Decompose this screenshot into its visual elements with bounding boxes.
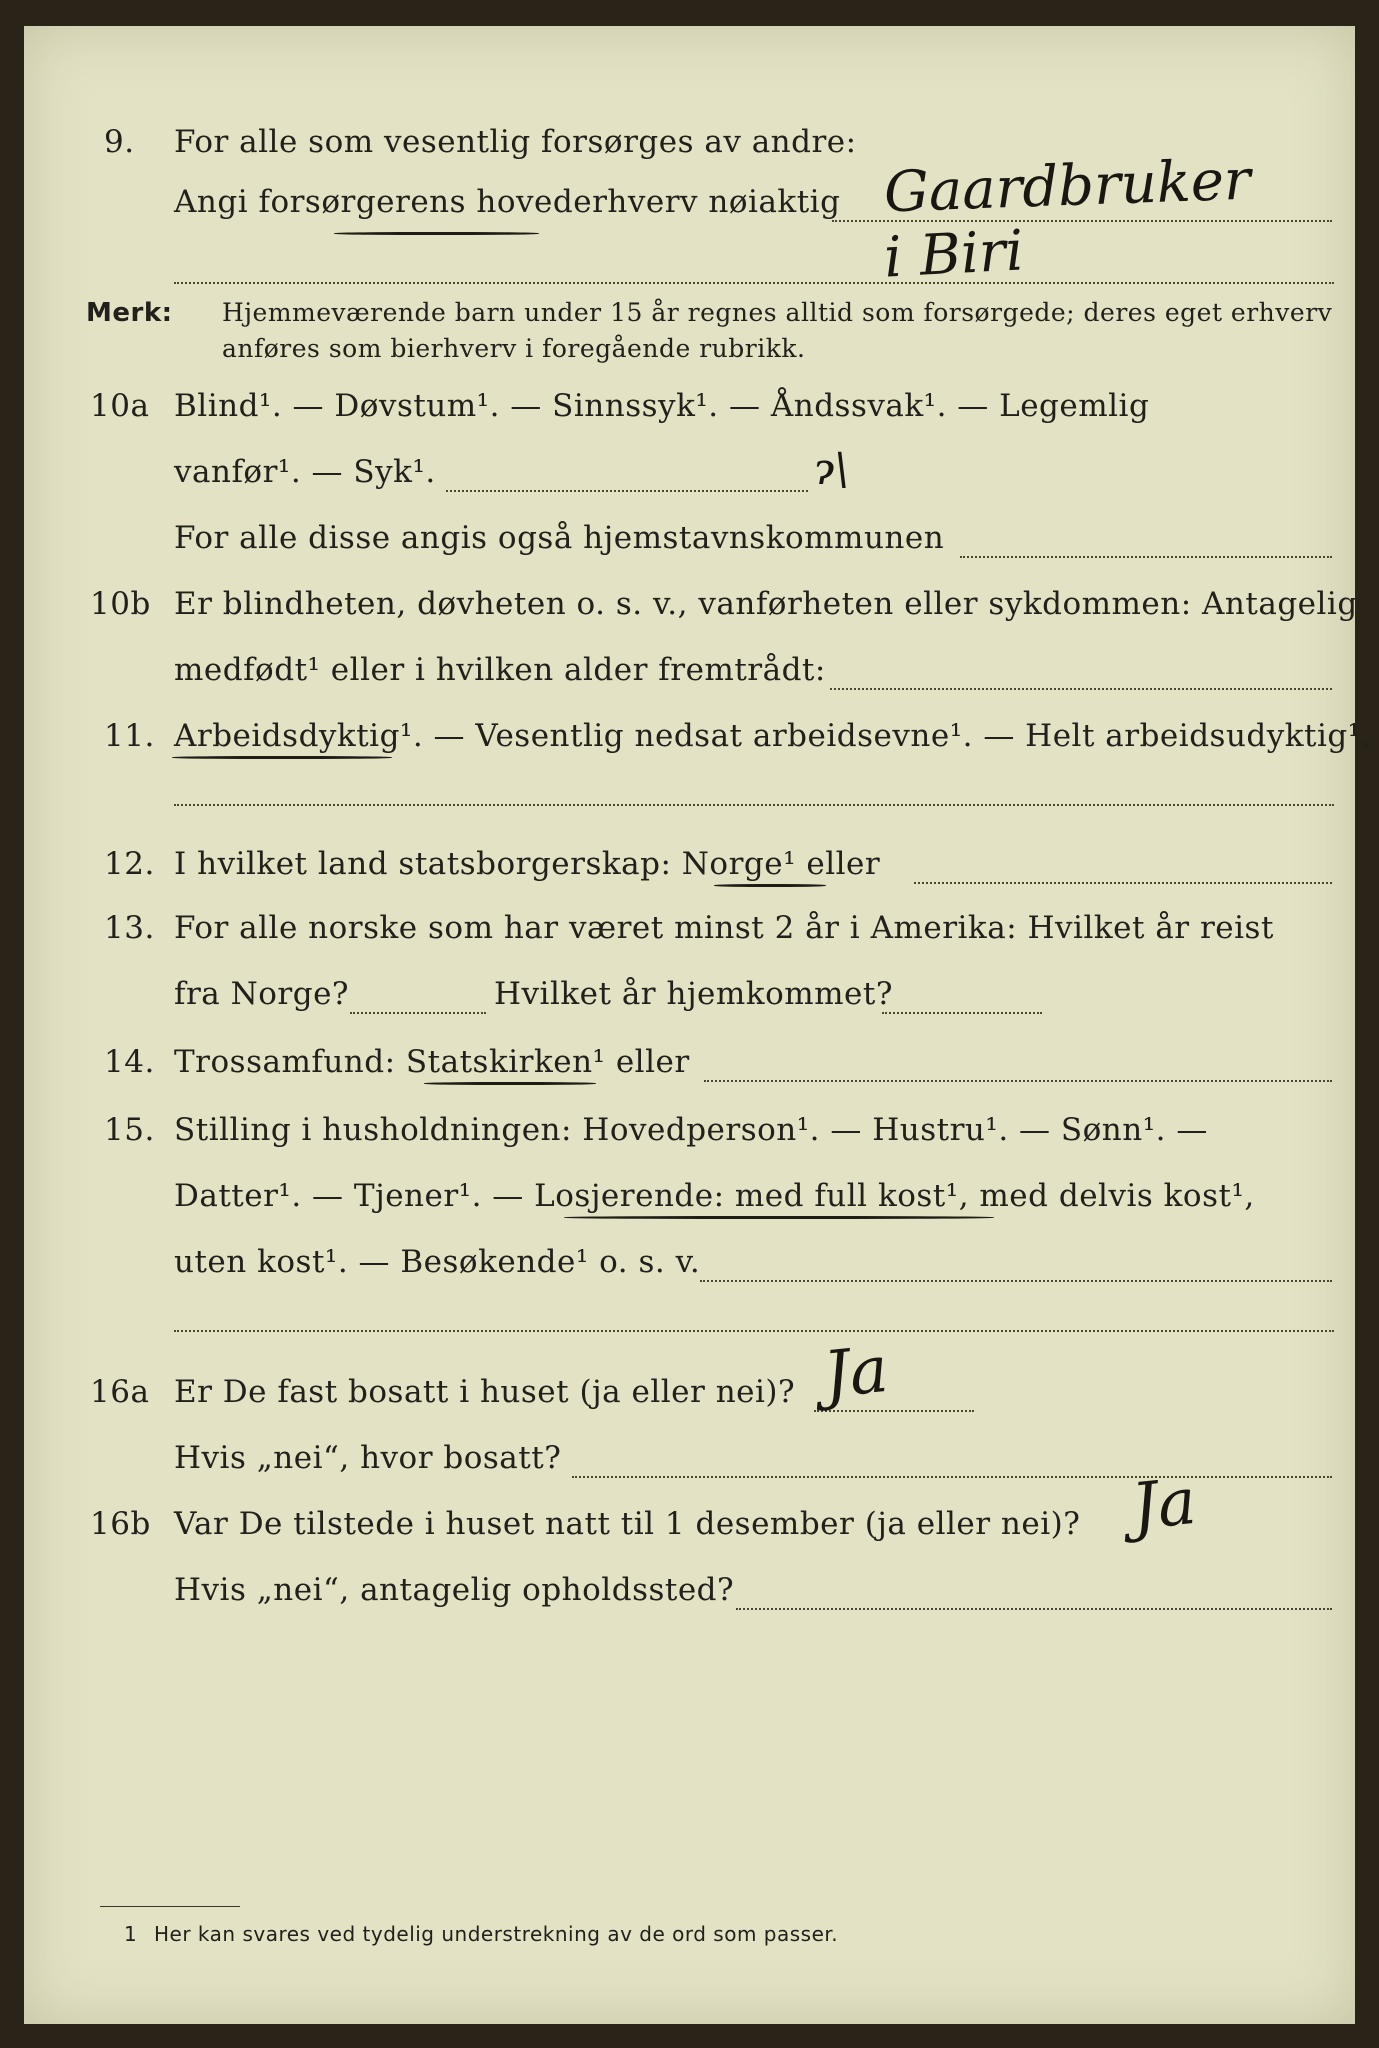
footnote-rule [100,1906,240,1907]
question-text: Var De tilstede i huset natt til 1 desember (ja eller nei)? [174,1506,1081,1542]
handwritten-answer-resident: Ja [820,1332,892,1414]
question-text: medfødt¹ eller i hvilken alder fremtrådt: [174,652,826,688]
question-number: 10a [90,388,150,424]
answer-line [174,804,1334,806]
question-text: Hvis „nei“, hvor bosatt? [174,1440,562,1476]
answer-line [446,490,808,492]
question-text: Datter¹. — Tjener¹. — Losjerende: med full kost¹, med delvis kost¹, [174,1178,1255,1214]
question-12-line1 [24,846,1355,906]
question-text: Trossamfund: Statskirken¹ eller [174,1044,690,1080]
note-line2 [24,334,1355,394]
handwritten-underline [334,232,539,235]
answer-line [830,688,1332,690]
question-number: 10b [90,586,151,622]
question-text: Arbeidsdyktig¹. — Vesentlig nedsat arbeidsevne¹. — Helt arbeidsudyktig¹. [174,718,1372,754]
note-label: Merk: [86,298,173,328]
question-text: For alle norske som har været minst 2 år i Amerika: Hvilket år reist [174,910,1274,946]
handwritten-underline [424,1082,596,1085]
question-number: 15. [104,1112,155,1148]
handwritten-answer-place: i Biri [882,218,1026,291]
footnote [24,1922,1355,1982]
answer-line [350,1012,486,1014]
answer-line [704,1080,1332,1082]
question-number: 12. [104,846,155,882]
handwritten-underline [172,756,392,759]
question-16b-line2 [24,1572,1355,1632]
question-text: Blind¹. — Døvstum¹. — Sinnssyk¹. — Åndssvak¹. — Legemlig [174,388,1150,424]
question-13-line1 [24,910,1355,970]
question-text: For alle som vesentlig forsørges av andre: [174,124,857,160]
answer-line [914,882,1332,884]
footnote-text: Her kan svares ved tydelig understrekning av de ord som passer. [154,1922,839,1946]
question-number: 16a [90,1374,150,1410]
question-10a-line1 [24,388,1355,448]
question-number: 14. [104,1044,155,1080]
question-text: uten kost¹. — Besøkende¹ o. s. v. [174,1244,701,1280]
note-text: Hjemmeværende barn under 15 år regnes alltid som forsørgede; deres eget erhverv [222,298,1333,327]
question-10b-line1 [24,586,1358,646]
answer-line [960,556,1332,558]
question-text: I hvilket land statsborgerskap: Norge¹ eller [174,846,881,882]
question-text: vanfør¹. — Syk¹. [174,454,436,490]
question-10b-line2 [24,652,1355,712]
footnote-mark: 1 [124,1922,138,1946]
question-15-line1 [24,1112,1355,1172]
question-number: 9. [104,124,135,160]
question-11-line1 [24,718,1372,778]
handwritten-answer-occupation: Gaardbruker [882,147,1252,226]
question-number: 13. [104,910,155,946]
note-text: anføres som bierhverv i foregående rubrikk. [222,334,806,363]
handwritten-underline [714,884,826,887]
question-text: Stilling i husholdningen: Hovedperson¹. — Hustru¹. — Sønn¹. — [174,1112,1208,1148]
question-text: Er De fast bosatt i huset (ja eller nei)? [174,1374,796,1410]
handwritten-mark: ɂ\ [814,444,850,495]
question-14-line1 [24,1044,1355,1104]
handwritten-answer-present: Ja [1128,1464,1200,1546]
question-text: fra Norge? [174,976,350,1012]
question-text: For alle disse angis også hjemstavnskommunen [174,520,945,556]
question-number: 16b [90,1506,151,1542]
question-text: Angi forsørgerens hovederhverv nøiaktig [174,184,841,220]
question-15-line2 [24,1178,1355,1238]
answer-line [736,1608,1332,1610]
question-16a-line1 [24,1374,1355,1434]
answer-line [572,1476,1332,1478]
question-text: Hvilket år hjemkommet? [494,976,893,1012]
question-15-line3 [24,1244,1355,1304]
question-text: Hvis „nei“, antagelig opholdssted? [174,1572,735,1608]
question-13-line2 [24,976,1355,1036]
question-number: 11. [104,718,155,754]
census-form-page [24,26,1372,2024]
question-10a-line3 [24,520,1355,580]
answer-line [882,1012,1042,1014]
question-text: Er blindheten, døvheten o. s. v., vanførheten eller sykdommen: Antagelig [174,586,1358,622]
question-10a-line2 [24,454,1355,514]
answer-line [174,1330,1334,1332]
handwritten-underline [564,1216,994,1219]
answer-line [174,282,1334,284]
answer-line [700,1280,1332,1282]
